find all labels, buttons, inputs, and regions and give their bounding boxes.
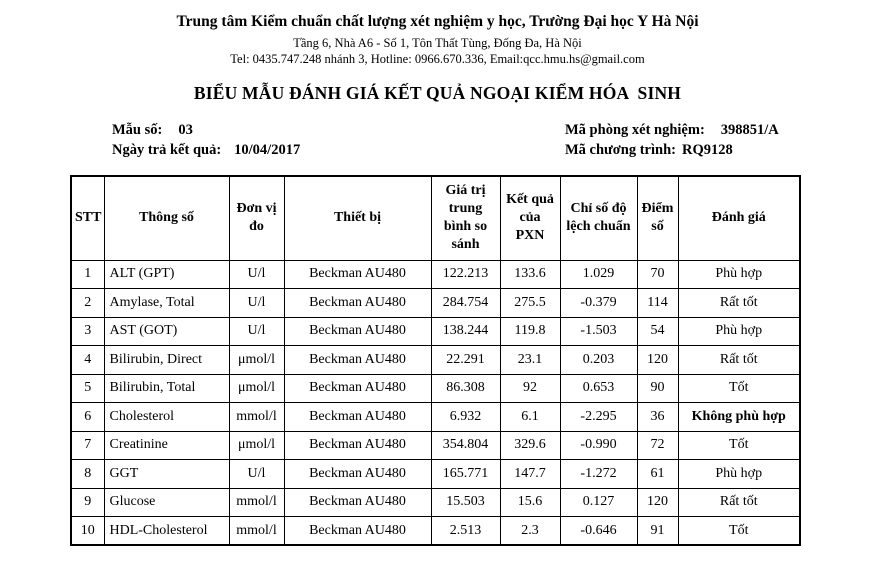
cell-lab-result: 92 xyxy=(500,374,560,403)
cell-stt: 6 xyxy=(71,403,104,432)
cell-parameter: GGT xyxy=(104,460,229,489)
cell-device: Beckman AU480 xyxy=(284,346,431,375)
lab-code-line xyxy=(565,120,779,140)
cell-rating: Tốt xyxy=(678,431,800,460)
cell-stt: 3 xyxy=(71,317,104,346)
table-row xyxy=(71,374,800,403)
cell-stt: 2 xyxy=(71,289,104,318)
sample-number-line xyxy=(112,120,300,140)
cell-score: 36 xyxy=(637,403,678,432)
result-date-label: Ngày trả kết quả: xyxy=(112,142,222,158)
cell-stt: 5 xyxy=(71,374,104,403)
cell-lab-result: 147.7 xyxy=(500,460,560,489)
cell-sdi: 0.203 xyxy=(560,346,637,375)
cell-sdi: -2.295 xyxy=(560,403,637,432)
cell-sdi: 1.029 xyxy=(560,260,637,289)
table-row xyxy=(71,403,800,432)
cell-rating: Phù hợp xyxy=(678,460,800,489)
cell-rating: Phù hợp xyxy=(678,260,800,289)
table-row xyxy=(71,431,800,460)
cell-lab-result: 15.6 xyxy=(500,488,560,517)
table-row xyxy=(71,517,800,546)
cell-parameter: ALT (GPT) xyxy=(104,260,229,289)
cell-parameter: Glucose xyxy=(104,488,229,517)
column-header-stt: STT xyxy=(71,176,104,260)
cell-mean-value: 165.771 xyxy=(431,460,500,489)
cell-mean-value: 86.308 xyxy=(431,374,500,403)
cell-unit: mmol/l xyxy=(229,517,284,546)
cell-lab-result: 119.8 xyxy=(500,317,560,346)
table-row xyxy=(71,317,800,346)
program-code-label: Mã chương trình: xyxy=(565,142,676,158)
cell-lab-result: 6.1 xyxy=(500,403,560,432)
table-row xyxy=(71,346,800,375)
cell-unit: μmol/l xyxy=(229,346,284,375)
cell-parameter: Bilirubin, Total xyxy=(104,374,229,403)
cell-stt: 7 xyxy=(71,431,104,460)
column-header-rating: Đánh giá xyxy=(678,176,800,260)
cell-lab-result: 275.5 xyxy=(500,289,560,318)
column-header-lab-result: Kết quả của PXN xyxy=(500,176,560,260)
cell-unit: U/l xyxy=(229,317,284,346)
column-header-sdi: Chỉ số độ lệch chuẩn xyxy=(560,176,637,260)
cell-score: 61 xyxy=(637,460,678,489)
org-address: Tầng 6, Nhà A6 - Số 1, Tôn Thất Tùng, Đống Đa, Hà Nội xyxy=(293,36,582,50)
cell-lab-result: 133.6 xyxy=(500,260,560,289)
cell-sdi: -0.379 xyxy=(560,289,637,318)
cell-rating: Rất tốt xyxy=(678,488,800,517)
table-header-row xyxy=(71,176,800,260)
table-row xyxy=(71,289,800,318)
cell-unit: mmol/l xyxy=(229,488,284,517)
cell-score: 70 xyxy=(637,260,678,289)
cell-stt: 9 xyxy=(71,488,104,517)
cell-sdi: -0.646 xyxy=(560,517,637,546)
cell-sdi: 0.127 xyxy=(560,488,637,517)
column-header-parameter: Thông số xyxy=(104,176,229,260)
cell-device: Beckman AU480 xyxy=(284,374,431,403)
column-header-score: Điểm số xyxy=(637,176,678,260)
table-row xyxy=(71,460,800,489)
cell-device: Beckman AU480 xyxy=(284,488,431,517)
cell-parameter: Creatinine xyxy=(104,431,229,460)
cell-lab-result: 23.1 xyxy=(500,346,560,375)
cell-mean-value: 354.804 xyxy=(431,431,500,460)
cell-stt: 10 xyxy=(71,517,104,546)
cell-parameter: Cholesterol xyxy=(104,403,229,432)
cell-score: 72 xyxy=(637,431,678,460)
cell-device: Beckman AU480 xyxy=(284,289,431,318)
lab-code-label: Mã phòng xét nghiệm: xyxy=(565,122,705,138)
cell-lab-result: 329.6 xyxy=(500,431,560,460)
cell-mean-value: 15.503 xyxy=(431,488,500,517)
cell-parameter: Amylase, Total xyxy=(104,289,229,318)
cell-device: Beckman AU480 xyxy=(284,517,431,546)
cell-unit: mmol/l xyxy=(229,403,284,432)
cell-rating: Tốt xyxy=(678,517,800,546)
cell-rating: Không phù hợp xyxy=(678,403,800,432)
cell-stt: 4 xyxy=(71,346,104,375)
cell-device: Beckman AU480 xyxy=(284,460,431,489)
cell-rating: Rất tốt xyxy=(678,346,800,375)
cell-parameter: Bilirubin, Direct xyxy=(104,346,229,375)
cell-lab-result: 2.3 xyxy=(500,517,560,546)
sample-number-value: 03 xyxy=(178,122,193,138)
cell-unit: U/l xyxy=(229,260,284,289)
cell-stt: 8 xyxy=(71,460,104,489)
cell-unit: μmol/l xyxy=(229,431,284,460)
cell-device: Beckman AU480 xyxy=(284,431,431,460)
cell-device: Beckman AU480 xyxy=(284,403,431,432)
column-header-device: Thiết bị xyxy=(284,176,431,260)
cell-device: Beckman AU480 xyxy=(284,317,431,346)
org-name: Trung tâm Kiểm chuẩn chất lượng xét nghiệm y học, Trường Đại học Y Hà Nội xyxy=(176,13,699,30)
cell-mean-value: 284.754 xyxy=(431,289,500,318)
cell-score: 90 xyxy=(637,374,678,403)
cell-score: 54 xyxy=(637,317,678,346)
cell-mean-value: 6.932 xyxy=(431,403,500,432)
column-header-mean-value: Giá trị trung bình so sánh xyxy=(431,176,500,260)
program-code-value: RQ9128 xyxy=(681,142,733,158)
cell-rating: Tốt xyxy=(678,374,800,403)
org-contact: Tel: 0435.747.248 nhánh 3, Hotline: 0966.670.336, Email:qcc.hmu.hs@gmail.com xyxy=(230,52,645,66)
table-row xyxy=(71,260,800,289)
cell-mean-value: 122.213 xyxy=(431,260,500,289)
program-code-line xyxy=(565,140,779,160)
result-date-value: 10/04/2017 xyxy=(234,142,301,158)
cell-score: 91 xyxy=(637,517,678,546)
cell-device: Beckman AU480 xyxy=(284,260,431,289)
cell-mean-value: 2.513 xyxy=(431,517,500,546)
cell-score: 120 xyxy=(637,346,678,375)
cell-parameter: AST (GOT) xyxy=(104,317,229,346)
cell-parameter: HDL-Cholesterol xyxy=(104,517,229,546)
table-body xyxy=(71,260,800,545)
page-title: BIỂU MẪU ĐÁNH GIÁ KẾT QUẢ NGOẠI KIỂM HÓA SINH xyxy=(193,83,682,103)
cell-score: 120 xyxy=(637,488,678,517)
cell-unit: U/l xyxy=(229,289,284,318)
cell-stt: 1 xyxy=(71,260,104,289)
cell-sdi: 0.653 xyxy=(560,374,637,403)
cell-score: 114 xyxy=(637,289,678,318)
cell-sdi: -1.272 xyxy=(560,460,637,489)
cell-unit: μmol/l xyxy=(229,374,284,403)
cell-unit: U/l xyxy=(229,460,284,489)
results-table xyxy=(70,175,801,546)
column-header-unit: Đơn vị đo xyxy=(229,176,284,260)
sample-number-label: Mẫu số: xyxy=(112,122,163,138)
cell-mean-value: 138.244 xyxy=(431,317,500,346)
cell-sdi: -1.503 xyxy=(560,317,637,346)
table-row xyxy=(71,488,800,517)
cell-rating: Phù hợp xyxy=(678,317,800,346)
lab-code-value: 398851/A xyxy=(720,122,779,138)
meta-right-block xyxy=(565,120,779,160)
cell-mean-value: 22.291 xyxy=(431,346,500,375)
result-date-line xyxy=(112,140,300,160)
cell-sdi: -0.990 xyxy=(560,431,637,460)
cell-rating: Rất tốt xyxy=(678,289,800,318)
meta-left-block xyxy=(112,120,300,160)
